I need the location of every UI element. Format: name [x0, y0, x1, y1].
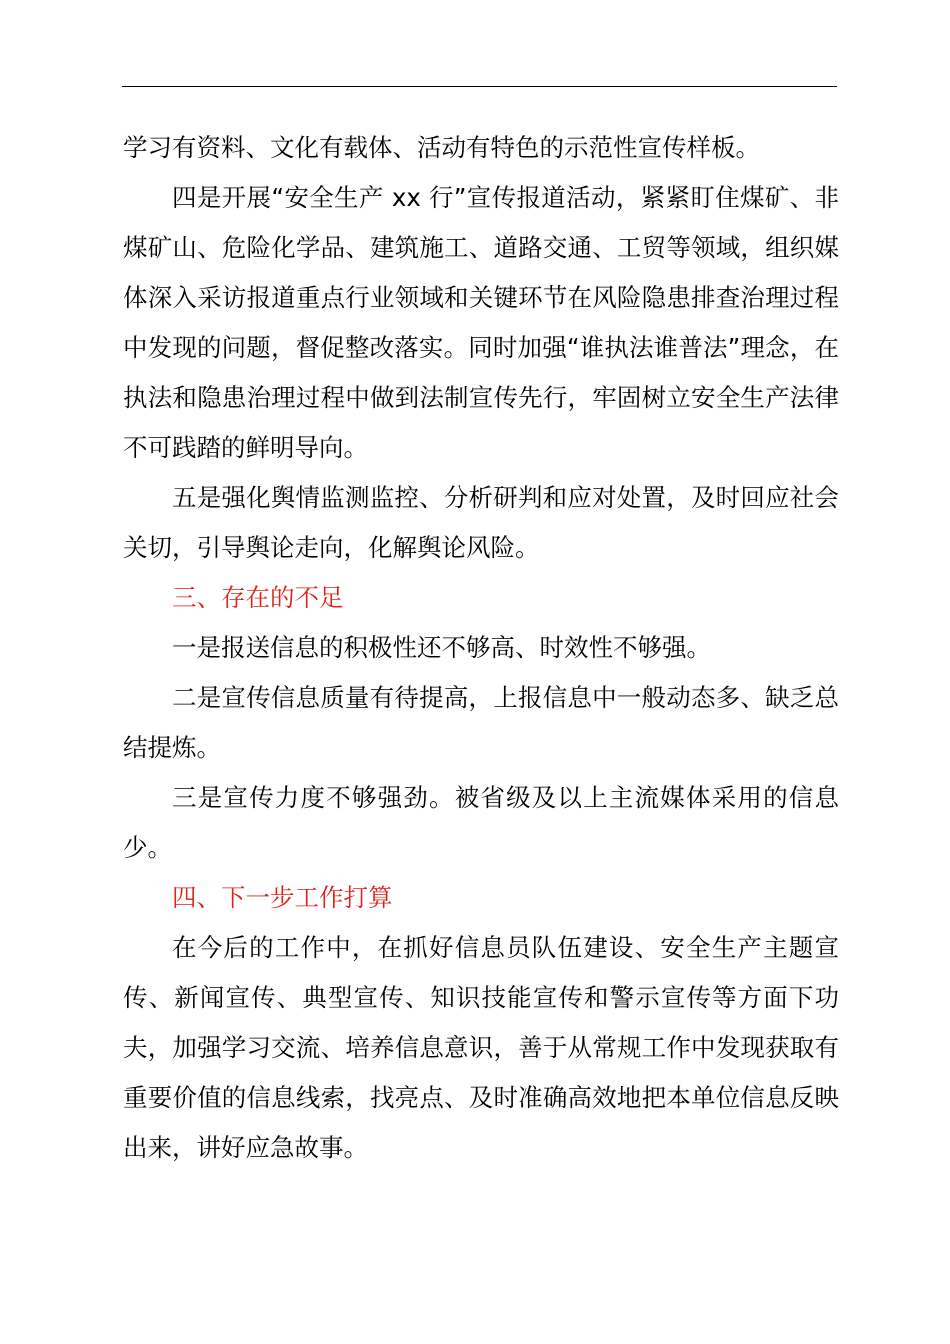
paragraph-public-opinion: 五是强化舆情监测监控、分析研判和应对处置，及时回应社会关切，引导舆论走向，化解舆论风险。 — [123, 483, 839, 562]
paragraph-continuation: 学习有资料、文化有载体、活动有特色的示范性宣传样板。 — [123, 133, 760, 162]
paragraph-safety-campaign: 四是开展“安全生产 xx 行”宣传报道活动，紧紧盯住煤矿、非煤矿山、危险化学品、建筑施工、道路交通、工贸等领域，组织媒体深入采访报道重点行业领域和关键环节在风险隐患排查治理过程中发现的问题，督促整改落实。同时加强“谁执法谁普法”理念，在执法和隐患治理过程中做到法制宣传先行，牢固树立安全生产法律不可践踏的鲜明导向。 — [123, 183, 839, 462]
section-heading-next-steps: 四、下一步工作打算 — [172, 883, 393, 912]
paragraph-shortcoming-1: 一是报送信息的积极性还不够高、时效性不够强。 — [172, 633, 711, 662]
section-heading-shortcomings: 三、存在的不足 — [172, 583, 344, 612]
document-body — [123, 123, 839, 1173]
paragraph-next-steps: 在今后的工作中，在抓好信息员队伍建设、安全生产主题宣传、新闻宣传、典型宣传、知识技能宣传和警示宣传等方面下功夫，加强学习交流、培养信息意识，善于从常规工作中发现获取有重要价值的信息线索，找亮点、及时准确高效地把本单位信息反映出来，讲好应急故事。 — [123, 933, 839, 1162]
header-rule — [122, 86, 837, 87]
paragraph-shortcoming-2: 二是宣传信息质量有待提高，上报信息中一般动态多、缺乏总结提炼。 — [123, 683, 839, 762]
paragraph-shortcoming-3: 三是宣传力度不够强劲。被省级及以上主流媒体采用的信息少。 — [123, 783, 839, 862]
